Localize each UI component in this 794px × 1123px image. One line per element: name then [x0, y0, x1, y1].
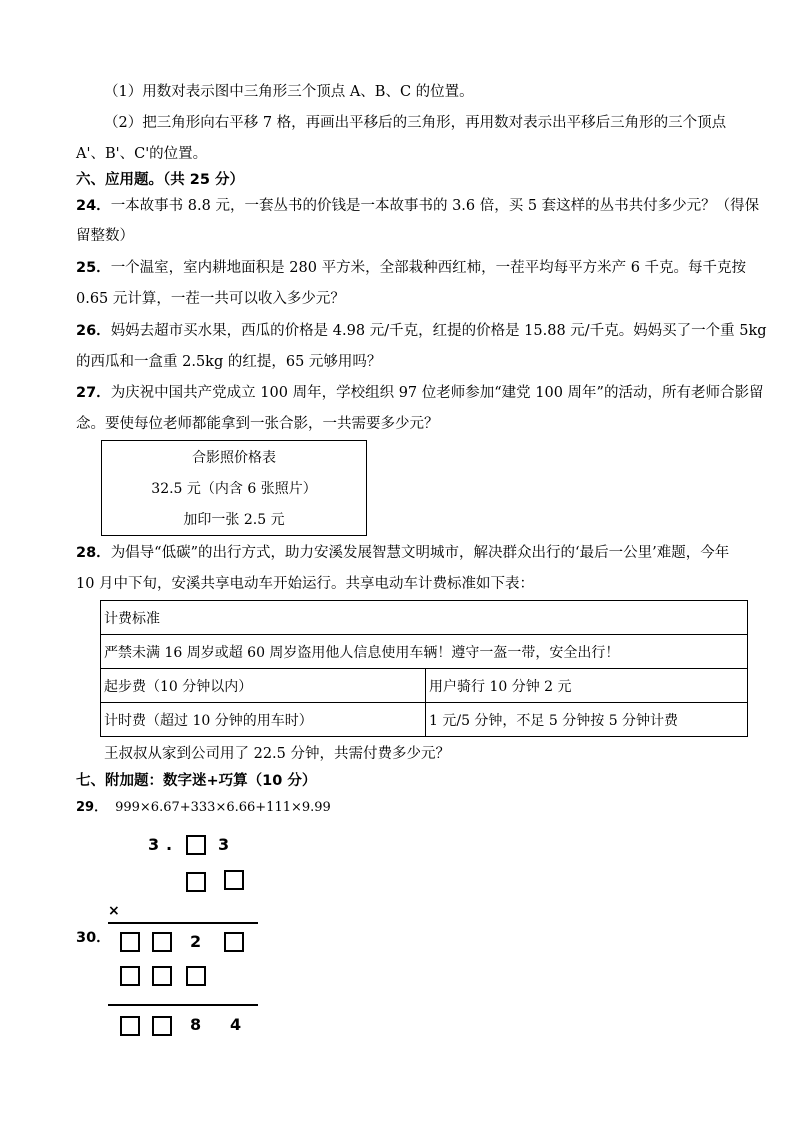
- question-28-cont: 10 月中下旬，安溪共享电动车开始运行。共享电动车计费标准如下表：: [76, 576, 535, 592]
- multiply-sign: ×: [108, 903, 120, 919]
- question-24: [76, 196, 759, 216]
- intro-question-1: （1）用数对表示图中三角形三个顶点 A、B、C 的位置。: [104, 84, 474, 100]
- question-number: 27．: [76, 385, 111, 401]
- blank-box[interactable]: [224, 932, 244, 952]
- divider-line: [108, 922, 258, 924]
- price-table-line-2: 加印一张 2.5 元: [183, 512, 285, 528]
- table-row: [101, 703, 748, 737]
- fee-row-label: 计时费（超过 10 分钟的用车时）: [101, 703, 426, 737]
- question-29: [76, 798, 331, 818]
- digit: 3: [218, 835, 230, 854]
- photo-price-table: [101, 440, 367, 536]
- decimal-point: .: [166, 835, 173, 854]
- question-text: 一本故事书 8.8 元，一套丛书的价钱是一本故事书的 3.6 倍，买 5 套这样的丛书共付多少元？（得保: [110, 198, 760, 214]
- question-25: [76, 258, 746, 278]
- fee-table-header: 计费标准: [101, 601, 748, 635]
- question-28: [76, 543, 729, 563]
- blank-box[interactable]: [120, 1016, 140, 1036]
- digit: 4: [230, 1015, 242, 1034]
- blank-box[interactable]: [152, 1016, 172, 1036]
- question-24-cont: 留整数）: [76, 228, 134, 244]
- question-25-cont: 0.65 元计算，一茬一共可以收入多少元？: [76, 291, 345, 307]
- question-27-cont: 念。要使每位老师都能拿到一张合影，一共需要多少元？: [76, 416, 439, 432]
- table-row: [101, 635, 748, 669]
- fee-table-notice: 严禁未满 16 周岁或超 60 周岁盗用他人信息使用车辆！遵守一盔一带，安全出行！: [101, 635, 748, 669]
- blank-box[interactable]: [186, 835, 206, 855]
- question-30: [76, 928, 111, 948]
- question-27: [76, 383, 763, 403]
- question-number: 30．: [76, 930, 111, 946]
- blank-box[interactable]: [120, 966, 140, 986]
- question-number: 29．: [76, 800, 108, 815]
- question-29-expression: 999×6.67+333×6.66+111×9.99: [115, 800, 331, 815]
- table-row: [101, 601, 748, 635]
- question-number: 25．: [76, 260, 111, 276]
- blank-box[interactable]: [186, 872, 206, 892]
- intro-question-2: （2）把三角形向右平移 7 格，再画出平移后的三角形，再用数对表示出平移后三角形的三个顶点: [104, 115, 727, 131]
- fee-row-label: 起步费（10 分钟以内）: [101, 669, 426, 703]
- blank-box[interactable]: [152, 966, 172, 986]
- digit: 3: [148, 835, 160, 854]
- price-table-title: 合影照价格表: [192, 450, 276, 466]
- question-text: 为倡导“低碳”的出行方式，助力安溪发展智慧文明城市，解决群众出行的‘最后一公里’难题，今年: [110, 545, 730, 561]
- digit: 2: [190, 932, 202, 951]
- blank-box[interactable]: [152, 932, 172, 952]
- section-7-title: 七、附加题：数字迷+巧算（10 分）: [76, 773, 317, 789]
- divider-line: [108, 1004, 258, 1006]
- question-text: 妈妈去超市买水果，西瓜的价格是 4.98 元/千克，红提的价格是 15.88 元/千克。妈妈买了一个重 5kg: [110, 323, 767, 339]
- question-28-ask: 王叔叔从家到公司用了 22.5 分钟，共需付费多少元？: [104, 746, 451, 762]
- fee-table: [100, 600, 748, 737]
- question-text: 为庆祝中国共产党成立 100 周年，学校组织 97 位老师参加“建党 100 周年”的活动，所有老师合影留: [110, 385, 764, 401]
- question-26-cont: 的西瓜和一盒重 2.5kg 的红提，65 元够用吗？: [76, 354, 382, 370]
- table-row: [101, 669, 748, 703]
- section-6-title: 六、应用题。（共 25 分）: [76, 172, 245, 188]
- fee-row-value: 1 元/5 分钟，不足 5 分钟按 5 分钟计费: [426, 703, 748, 737]
- question-text: 一个温室，室内耕地面积是 280 平方米，全部栽种西红柿，一茬平均每平方米产 6 千克。每千克按: [110, 260, 747, 276]
- question-number: 28．: [76, 545, 111, 561]
- intro-question-2-cont: A'、B'、C'的位置。: [76, 146, 208, 162]
- blank-box[interactable]: [186, 966, 206, 986]
- fee-row-value: 用户骑行 10 分钟 2 元: [426, 669, 748, 703]
- question-26: [76, 321, 767, 341]
- price-table-line-1: 32.5 元（内含 6 张照片）: [151, 481, 317, 497]
- question-number: 26．: [76, 323, 111, 339]
- blank-box[interactable]: [120, 932, 140, 952]
- question-number: 24．: [76, 198, 111, 214]
- blank-box[interactable]: [224, 870, 244, 890]
- digit: 8: [190, 1015, 202, 1034]
